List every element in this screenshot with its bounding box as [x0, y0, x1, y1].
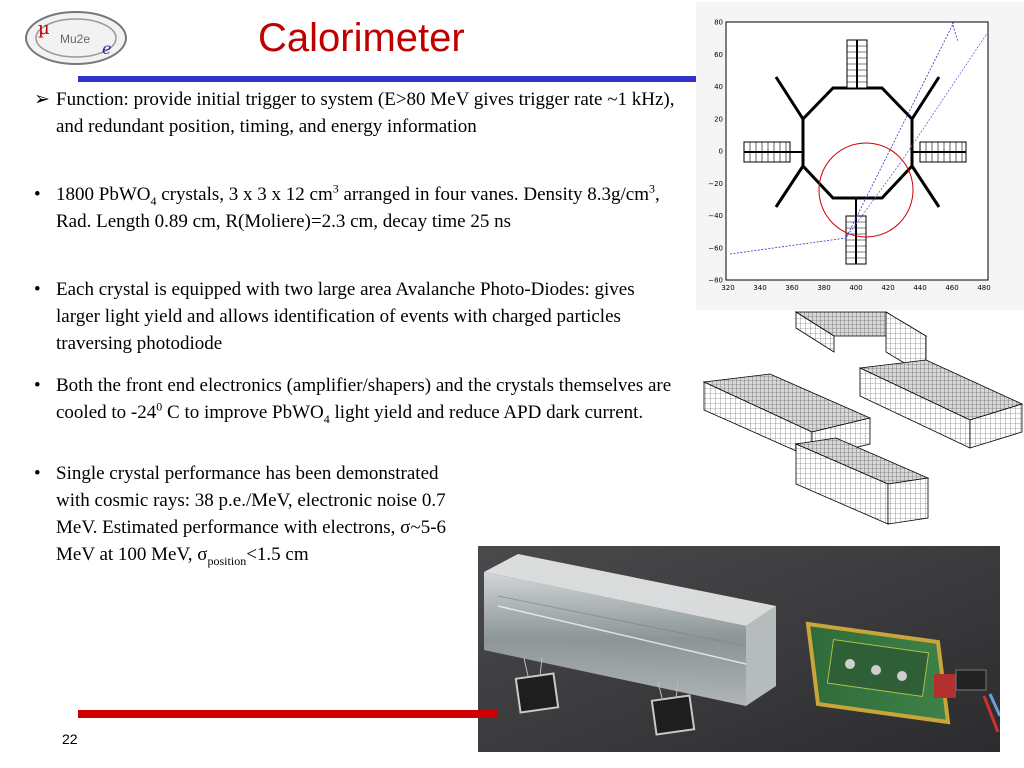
calorimeter-geometry-plot — [696, 2, 1024, 310]
logo-mark-right: e — [102, 39, 112, 58]
bullet-function — [34, 86, 676, 140]
title-divider — [78, 76, 708, 82]
plot-y-tick-label: 20 — [714, 115, 723, 124]
plot-x-tick-label: 340 — [753, 284, 767, 292]
plot-y-tick-label: 0 — [718, 147, 723, 156]
page-title: Calorimeter — [258, 16, 465, 60]
plot-y-tick-label: 60 — [714, 50, 723, 59]
bullet-apd — [34, 276, 676, 357]
footer-divider — [78, 710, 498, 718]
plot-x-tick-label: 360 — [785, 284, 799, 292]
plot-x-tick-label: 420 — [881, 284, 895, 292]
plot-y-tick-label: −60 — [708, 244, 723, 253]
plot-y-tick-label: 40 — [714, 83, 723, 91]
plot-x-tick-label: 400 — [849, 284, 863, 292]
vane-right — [912, 142, 966, 162]
plot-x-tick-label: 480 — [977, 284, 991, 292]
slide-number: 22 — [62, 731, 78, 747]
plot-x-tick-label: 380 — [817, 284, 831, 292]
logo-text: Mu2e — [60, 32, 91, 46]
vane-top — [847, 40, 867, 88]
bullet-crystals — [34, 181, 676, 235]
plot-x-tick-label: 320 — [721, 284, 735, 292]
plot-x-tick-label: 460 — [945, 284, 959, 292]
bullet-cooling — [34, 372, 676, 426]
logo-mark-left: µ — [38, 18, 50, 39]
bullet-icon: • — [34, 375, 41, 396]
bullet-icon: • — [34, 279, 41, 300]
arrow-bullet-icon: ➢ — [34, 89, 50, 110]
bullet-icon: • — [34, 184, 41, 205]
bullet-text: 1800 PbWO$_4$ crystals, 3 x 3 x 12 $cm^3$ arranged in four vanes. Density $8.3g/cm^3$, Rad. Length 0.89 cm, R(Moliere)=2.3 cm, decay time 25 ns — [56, 181, 660, 232]
vane-block-bottom — [796, 438, 928, 524]
plot-y-tick-label: −20 — [708, 179, 723, 188]
plot-x-tick-label: 440 — [913, 284, 927, 292]
vane-block-right — [860, 360, 1022, 448]
bullet-text: Function: provide initial trigger to system (E>80 MeV gives trigger rate ~1 kHz), and redundant position, timing, and energy information — [56, 89, 675, 137]
plot-y-tick-label: −80 — [708, 276, 723, 285]
plot-y-tick-labels — [708, 19, 723, 285]
crystal-vanes-illustration — [700, 308, 1024, 526]
bullet-text: Single crystal performance has been demonstrated with cosmic rays: 38 p.e./MeV, electronic noise 0.7 MeV. Estimated performance with electrons, σ~5-6 MeV at 100 MeV, $\sigma_{position}<1.5$ cm — [56, 463, 447, 568]
bullet-text: Each crystal is equipped with two large area Avalanche Photo-Diodes: gives larger light yield and allows identification of events with charged particles traversing photodiode — [56, 279, 635, 354]
plot-x-tick-labels — [721, 284, 990, 292]
bullet-text: Both the front end electronics (amplifier/shapers) and the crystals themselves are cooled to $-24^0$ C to improve PbWO$_4$ light yield and reduce APD dark current. — [56, 375, 672, 426]
plot-y-tick-label: 80 — [714, 18, 723, 27]
crystal-photo — [478, 546, 1000, 752]
bullet-icon: • — [34, 463, 41, 484]
bullet-performance — [34, 460, 454, 568]
mu2e-logo — [24, 10, 128, 66]
plot-y-tick-label: −40 — [708, 212, 723, 220]
